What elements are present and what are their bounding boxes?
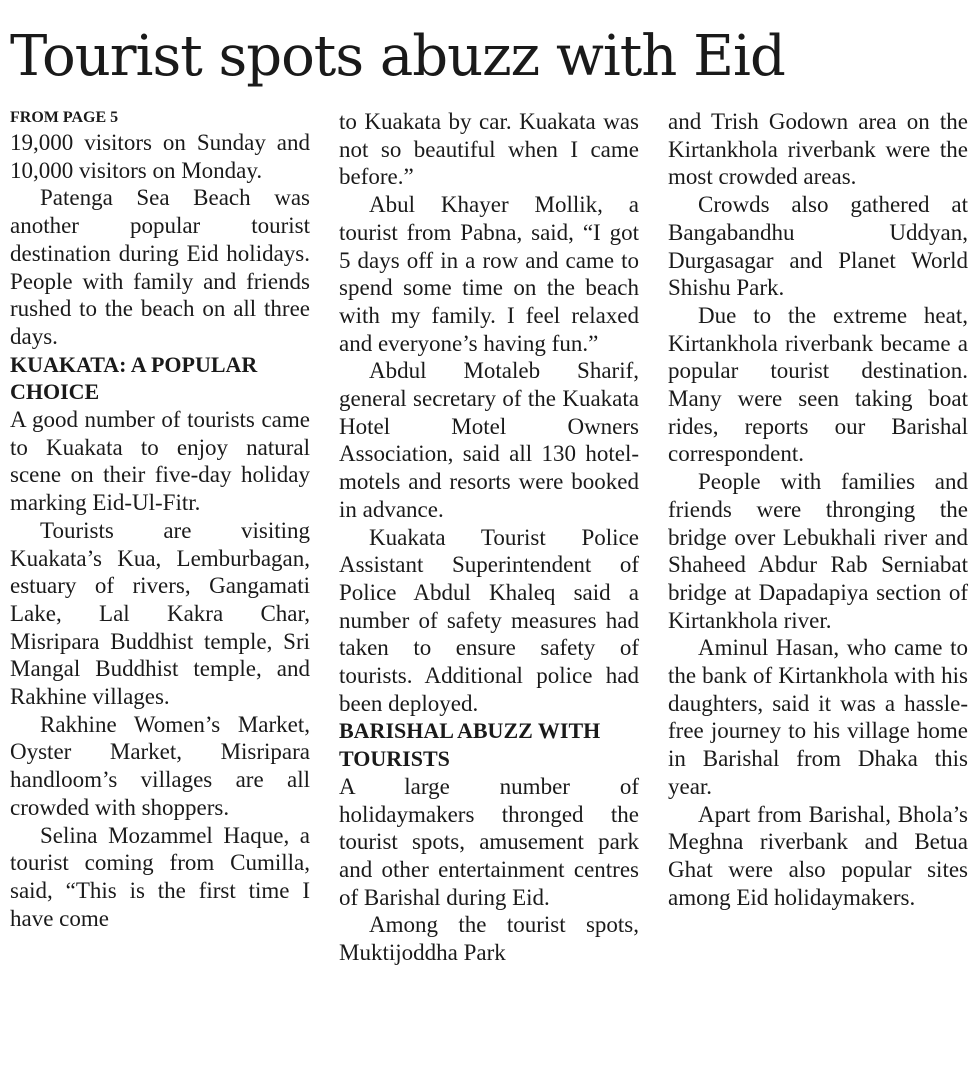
paragraph: Apart from Barishal, Bhola’s Meghna riverbank and Betua Ghat were also popular sites among Eid holidaymakers. [668, 801, 968, 910]
paragraph: 19,000 visitors on Sunday and 10,000 visitors on Monday. [10, 130, 310, 183]
paragraph: A large number of holidaymakers thronged the tourist spots, amusement park and other entertainment centres of Barishal during Eid. [339, 773, 639, 910]
paragraph: People with families and friends were thronging the bridge over Lebukhali river and Shaheed Abdur Rab Serniabat bridge at Dapadapiya section of Kirtankhola river. [668, 469, 968, 633]
subheading-kuakata: KUAKATA: A POPULAR CHOICE [10, 351, 258, 405]
headline: Tourist spots abuzz with Eid [10, 24, 785, 89]
continuation-kicker: FROM PAGE 5 [10, 109, 119, 126]
article-column-1 [10, 108, 310, 932]
paragraph: and Trish Godown area on the Kirtankhola riverbank were the most crowded areas. [668, 109, 968, 190]
paragraph: to Kuakata by car. Kuakata was not so beautiful when I came before.” [339, 109, 639, 190]
article-column-3 [668, 108, 968, 911]
article-column-2 [339, 108, 639, 967]
subheading-barishal: BARISHAL ABUZZ WITH TOURISTS [339, 718, 601, 772]
paragraph: Abul Khayer Mollik, a tourist from Pabna, said, “I got 5 days off in a row and came to spend some time on the beach with my family. I feel relaxed and everyone’s having fun.” [339, 192, 639, 356]
paragraph: Crowds also gathered at Bangabandhu Uddyan, Durgasagar and Planet World Shishu Park. [668, 192, 968, 301]
paragraph: Patenga Sea Beach was another popular tourist destination during Eid holidays. People with family and friends rushed to the beach on all three days. [10, 185, 310, 349]
paragraph: Abdul Motaleb Sharif, general secretary of the Kuakata Hotel Motel Owners Association, said all 130 hotel-motels and resorts were booked in advance. [339, 358, 639, 522]
paragraph: Kuakata Tourist Police Assistant Superintendent of Police Abdul Khaleq said a number of safety measures had taken to ensure safety of tourists. Additional police had been deployed. [339, 524, 639, 716]
paragraph: Selina Mozammel Haque, a tourist coming from Cumilla, said, “This is the first time I have come [10, 822, 310, 931]
paragraph: Due to the extreme heat, Kirtankhola riverbank became a popular tourist destination. Many were seen taking boat rides, reports our Barishal correspondent. [668, 302, 968, 467]
paragraph: Aminul Hasan, who came to the bank of Kirtankhola with his daughters, said it was a hassle-free journey to his village home in Barishal from Dhaka this year. [668, 635, 968, 799]
paragraph: Rakhine Women’s Market, Oyster Market, Misripara handloom’s villages are all crowded with shoppers. [10, 711, 310, 820]
paragraph: A good number of tourists came to Kuakata to enjoy natural scene on their five-day holiday marking Eid-Ul-Fitr. [10, 407, 310, 516]
paragraph: Among the tourist spots, Muktijoddha Park [339, 912, 639, 966]
paragraph: Tourists are visiting Kuakata’s Kua, Lemburbagan, estuary of rivers, Gangamati Lake, Lal Kakra Char, Misripara Buddhist temple, Sri Mangal Buddhist temple, and Rakhine villages. [10, 517, 310, 710]
